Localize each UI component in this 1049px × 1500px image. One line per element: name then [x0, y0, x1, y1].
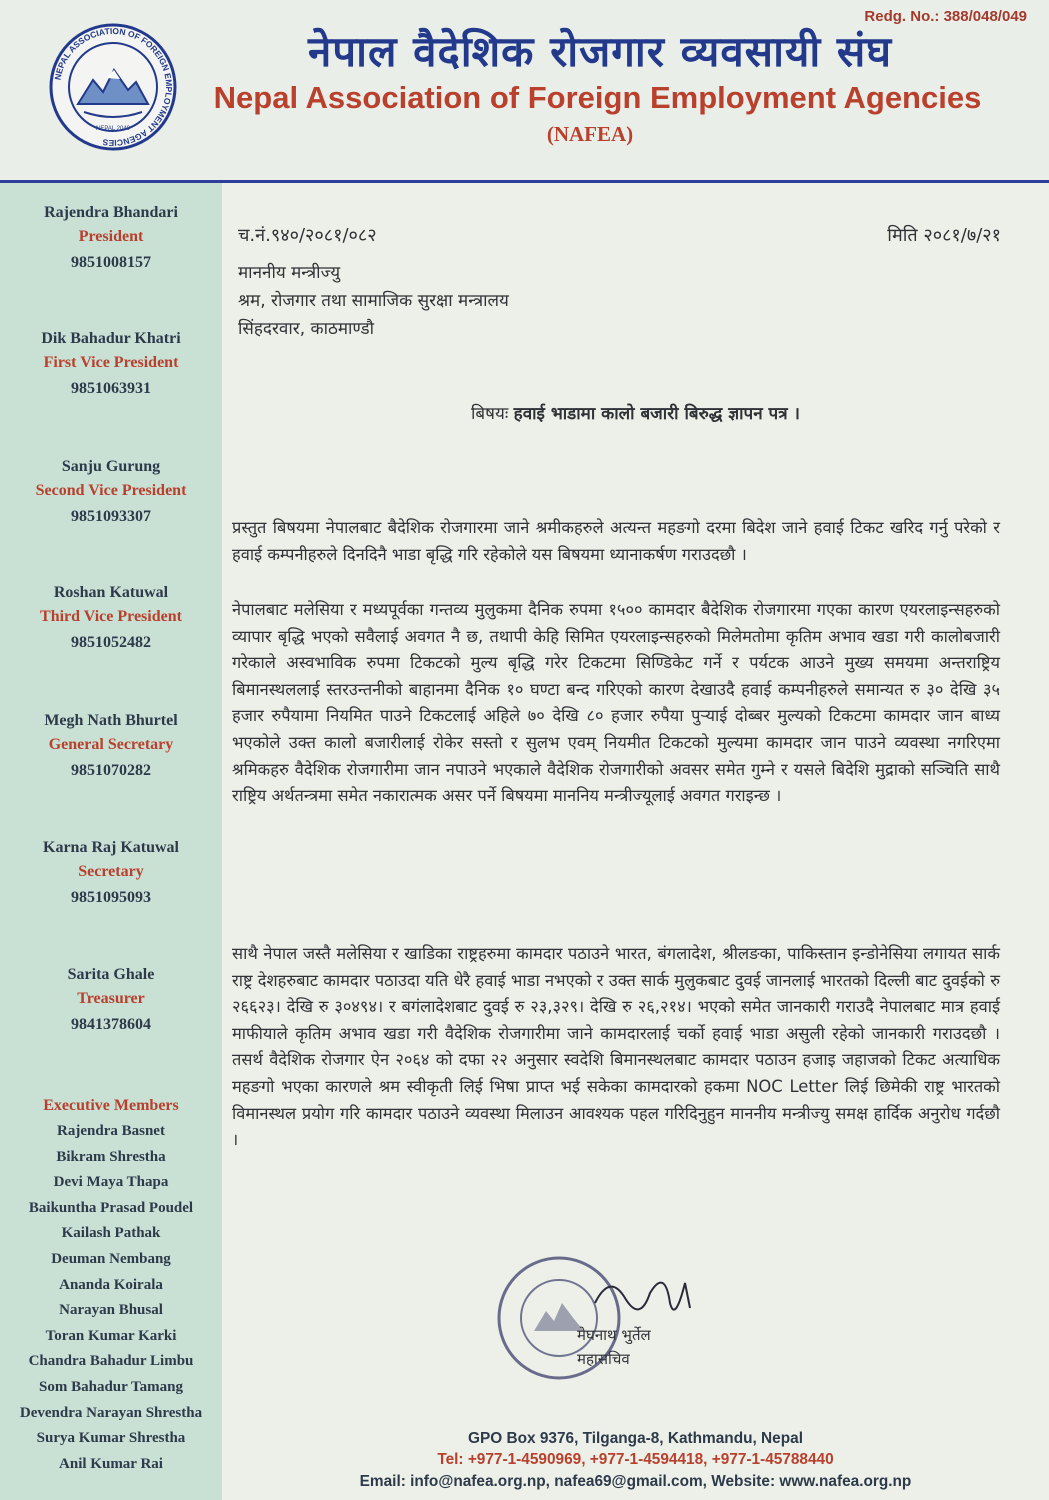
officer-name: Dik Bahadur Khatri	[41, 330, 181, 347]
officer-block	[0, 455, 222, 531]
officer-block	[0, 709, 222, 785]
executive-member: Narayan Bhusal	[59, 1302, 163, 1319]
subject-text: हवाई भाडामा कालो बजारी बिरुद्ध ज्ञापन पत्र ।	[513, 404, 800, 424]
officer-phone: 9851052482	[71, 634, 151, 651]
executive-member: Chandra Bahadur Limbu	[28, 1353, 194, 1370]
signatory-name: मेघनाथ भुर्तेल	[577, 1326, 651, 1344]
executive-member: Baikuntha Prasad Poudel	[28, 1199, 194, 1216]
signatory-title: महासचिव	[577, 1350, 630, 1368]
officer-name: Sarita Ghale	[67, 966, 155, 983]
subject-label: बिषयः	[471, 404, 509, 424]
officer-role: Treasurer	[77, 990, 145, 1007]
officer-phone: 9841378604	[71, 1016, 151, 1033]
nafea-logo-icon	[48, 22, 178, 152]
officer-role: General Secretary	[48, 736, 174, 753]
officer-phone: 9851093307	[71, 508, 151, 525]
executive-member: Deuman Nembang	[51, 1250, 171, 1267]
officer-block	[0, 963, 222, 1039]
registration-number: Redg. No.: 388/048/049	[864, 8, 1027, 25]
body-paragraph: साथै नेपाल जस्तै मलेसिया र खाडिका राष्ट्रहरुमा कामदार पठाउने भारत, बंगलादेश, श्रीलङका, पाकिस्तान इन्डोनेसिया लगायत सार्क राष्ट्र देशहरुबाट कामदार पठाउदा यति धेरै हवाई भाडा नभएको र उक्त सार्क मुलुकबाट दुवई जानलाई भारतको दिल्ली बाट दुवईको रु २६६२३। देखि रु ३०४९४। र बगंलादेशबाट दुवई रु २३,३२९। देखि रु २६,२१४। भएको समेत जानकारी गराउदै नेपालबाट मात्र हवाई माफीयाले कृतिम अभाव खडा गरी वैदेशिक रोजगारीमा जाने कामदारलाई चर्को हवाई भाडा असुली रहेको जानकारी गराउदछौ । तसर्थ वैदेशिक रोजगार ऐन २०६४ को दफा २२ अनुसार स्वदेशि बिमानस्थलबाट कामदार पठाउन हजाइ जहाजको टिकट अत्याधिक महङगो भएका कारणले श्रम स्वीकृती लिई भिषा प्राप्त भई सकेका कामदारको हकमा NOC Letter लिई छिमेकी राष्ट्र भारतको विमानस्थल प्रयोग गरि कामदार पठाउने व्यवस्था मिलाउन आवश्यक पहल गरिदिनुहुन माननीय मन्त्रीज्यु समक्ष हार्दिक अनुरोध गर्दछौ ।	[232, 944, 1000, 1150]
letterhead	[0, 0, 1049, 182]
subject-line	[222, 401, 1049, 424]
executive-member: Surya Kumar Shrestha	[36, 1430, 186, 1447]
body-paragraph: नेपालबाट मलेसिया र मध्यपूर्वका गन्तव्य मुलुकमा दैनिक रुपमा १५०० कामदार बैदेशिक रोजगारमा गएका कारण एयरलाइन्सहरुको व्यापार बृद्धि भएको सवैलाई अवगत नै छ, तथापी केहि सिमित एयरलाइन्सहरुको मिलेमतोमा कृतिम अभाव खडा गरी कालोबजारी गरेकाले अस्वभाविक रुपमा टिकटको मुल्य बृद्धि गरेर टिकटमा सिण्डिकेट गर्ने र पर्यटक आउने मुख्य समयमा अन्तराष्ट्रिय बिमानस्थललाई स्तरउन्तनीको बाहानमा दैनिक १० घण्टा बन्द गरिएको कारण देखाउदै हवाई कम्पनीहरुले समान्यत रु ३० देखि ३५ हजार रुपैयामा नियमित पाउने टिकटलाई अहिले ७० देखि ८० हजार रुपैया पुऱ्याई दोब्बर मुल्यको टिकटमा कामदार जान बाध्य भएकोले उक्त कालो बजारीलाई रोकेर सस्तो र सुलभ एवम् नियमीत टिकटको मुल्यमा कामदार जान पाउने व्यवस्था नगरिएमा श्रमिकहरु वैदेशिक रोजगारीमा जान नपाउने भएकाले वैदेशिक रोजगारीको अवसर समेत गुम्ने र यसले बिदेशि मुद्राको सञ्चिति साथै राष्ट्रिय अर्थतन्त्रमा समेत नकारात्मक असर पर्ने बिषयमा माननिय मन्त्रीज्यूलाई अवगत गराइन्छ ।	[232, 600, 1000, 806]
footer-phone: Tel: +977-1-4590969, +977-1-4594418, +977-1-45788440	[437, 1451, 834, 1468]
officer-phone: 9851063931	[71, 380, 151, 397]
org-name-nepali: नेपाल वैदेशिक रोजगार व्यवसायी संघ	[307, 27, 893, 76]
executive-heading: Executive Members	[43, 1097, 179, 1114]
officer-role: First Vice President	[43, 354, 179, 371]
addressee-line: श्रम, रोजगार तथा सामाजिक सुरक्षा मन्त्रालय	[238, 291, 509, 311]
officer-role: Second Vice President	[35, 482, 187, 499]
executive-member: Kailash Pathak	[61, 1225, 161, 1242]
officer-phone: 9851070282	[71, 762, 151, 779]
officers-sidebar	[0, 183, 222, 1500]
logo-bottom-text: NEPAL 2049	[95, 126, 131, 132]
executive-member: Rajendra Basnet	[57, 1123, 165, 1139]
executive-member: Devendra Narayan Shrestha	[19, 1404, 203, 1421]
signatory-block	[577, 1323, 651, 1371]
org-name-english: Nepal Association of Foreign Employment Agencies	[213, 80, 982, 115]
officer-block	[0, 201, 222, 277]
officer-role: Third Vice President	[40, 608, 182, 625]
officer-role: Secretary	[78, 863, 144, 880]
executive-member: Toran Kumar Karki	[45, 1327, 177, 1344]
body-paragraph: प्रस्तुत बिषयमा नेपालबाट बैदेशिक रोजगारमा जाने श्रमीकहरुले अत्यन्त महङगो दरमा बिदेश जाने हवाई टिकट खरिद गर्नु परेको र हवाई कम्पनीहरुले दिनदिनै भाडा बृद्धि गरि रहेकोले यस बिषयमा ध्यानाकर्षण गराउदछौ ।	[232, 518, 1000, 564]
addressee-line: माननीय मन्त्रीज्यु	[238, 263, 341, 283]
officer-phone: 9851095093	[71, 889, 151, 906]
officer-name: Roshan Katuwal	[53, 584, 169, 601]
officer-role: President	[78, 228, 144, 245]
addressee-line: सिंहदरवार, काठमाण्डौ	[238, 319, 374, 339]
officer-block	[0, 581, 222, 657]
executive-member: Som Bahadur Tamang	[39, 1378, 183, 1395]
letter-footer	[222, 1418, 1049, 1500]
officer-phone: 9851008157	[71, 254, 151, 271]
executive-member: Anil Kumar Rai	[59, 1455, 163, 1472]
officer-name: Sanju Gurung	[61, 458, 161, 475]
addressee-block	[238, 259, 509, 343]
executive-members	[0, 1093, 222, 1477]
executive-member: Ananda Koirala	[59, 1276, 163, 1293]
footer-address: GPO Box 9376, Tilganga-8, Kathmandu, Nepal	[468, 1430, 803, 1447]
org-abbreviation: (NAFEA)	[546, 122, 634, 146]
executive-member: Devi Maya Thapa	[53, 1174, 169, 1191]
executive-member: Bikram Shrestha	[56, 1148, 166, 1165]
letter-date: मिति २०८१/७/२१	[887, 225, 1001, 246]
logo-ring-text: NEPAL ASSOCIATION OF FOREIGN EMPLOYMENT AGENCIES	[52, 25, 175, 149]
footer-email-web: Email: info@nafea.org.np, nafea69@gmail.com, Website: www.nafea.org.np	[359, 1473, 912, 1490]
officer-block	[0, 327, 222, 403]
officer-name: Megh Nath Bhurtel	[44, 712, 178, 729]
reference-number: च.नं.९४०/२०८१/०८२	[238, 225, 377, 246]
officer-name: Karna Raj Katuwal	[43, 839, 179, 856]
letter-body	[222, 183, 1049, 1423]
officer-name: Rajendra Bhandari	[44, 204, 178, 221]
officer-block	[0, 836, 222, 912]
